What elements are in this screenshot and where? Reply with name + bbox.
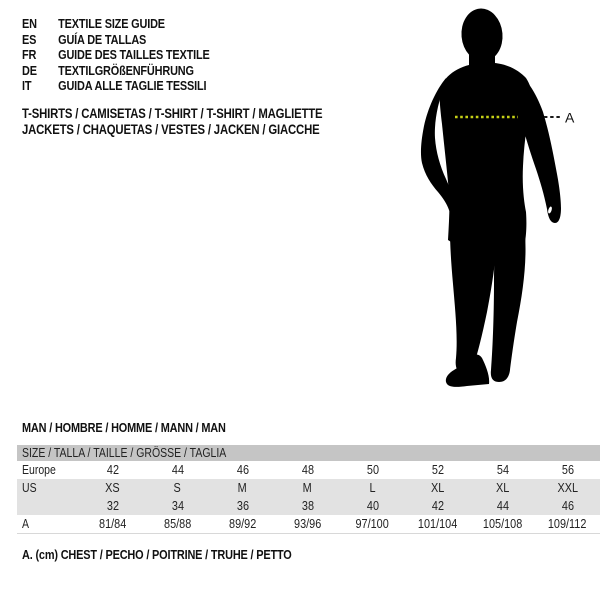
cell (275, 517, 340, 531)
language-code: ES (22, 31, 37, 47)
cell-value: 54 (496, 463, 509, 477)
table-row-us-numeric (17, 497, 600, 515)
language-title: GUIDE DES TAILLES TEXTILE (58, 47, 210, 62)
cell (470, 517, 535, 531)
cell (275, 499, 340, 513)
language-row-en (22, 16, 210, 32)
cell (145, 463, 210, 477)
cell (145, 499, 210, 513)
cell (80, 481, 145, 495)
cell-value: 44 (171, 463, 184, 477)
cell (80, 499, 145, 513)
row-label (17, 517, 80, 531)
language-code: EN (22, 16, 37, 31)
cell (535, 463, 600, 477)
table-row-europe (17, 461, 600, 479)
cell (80, 517, 145, 531)
cell (535, 481, 600, 495)
cell-value: 42 (106, 463, 119, 477)
language-code: DE (22, 62, 37, 78)
cell (80, 463, 145, 477)
cell (405, 481, 470, 495)
cell-value: 46 (236, 463, 249, 477)
language-code: IT (22, 78, 32, 93)
silhouette-body (421, 7, 561, 387)
cell (535, 499, 600, 513)
cell-value: L (369, 481, 376, 495)
man-silhouette (410, 0, 600, 410)
measure-label-a: A (565, 109, 575, 126)
cell (535, 517, 600, 531)
cell (145, 481, 210, 495)
measure-footnote: A. (cm) CHEST / PECHO / POITRINE / TRUHE / PETTO (22, 547, 292, 562)
cell-value: 56 (561, 463, 574, 477)
table-row-us (17, 479, 600, 497)
cell-value: 81/84 (98, 517, 127, 531)
table-row-chest-cm (17, 515, 600, 534)
cell (275, 481, 340, 495)
category-list (22, 106, 380, 137)
size-table-header-label: SIZE / TALLA / TAILLE / GRÖSSE / TAGLIA (22, 446, 227, 460)
language-row-es (22, 32, 210, 48)
cell-value: XL (495, 481, 510, 495)
category-jackets: JACKETS / CHAQUETAS / VESTES / JACKEN / GIACCHE (22, 121, 320, 137)
language-title: GUIDA ALLE TAGLIE TESSILI (58, 78, 207, 93)
size-table-header (17, 445, 600, 461)
cell (340, 463, 405, 477)
cell (210, 463, 275, 477)
cell-value: 93/96 (293, 517, 322, 531)
cell-value: XS (105, 481, 120, 495)
cell-value: 34 (171, 499, 184, 513)
cell (470, 463, 535, 477)
cell-value: 89/92 (228, 517, 257, 531)
cell-value: 52 (431, 463, 444, 477)
cell-value: 48 (301, 463, 314, 477)
cell-value: 42 (431, 499, 444, 513)
cell-value: 38 (301, 499, 314, 513)
cell (405, 517, 470, 531)
cell-value: 50 (366, 463, 379, 477)
row-label (17, 499, 80, 513)
cell-value: 32 (106, 499, 119, 513)
cell-value: XL (430, 481, 445, 495)
language-code: FR (22, 47, 37, 62)
size-table (17, 445, 600, 534)
cell (145, 517, 210, 531)
cell-value: 36 (236, 499, 249, 513)
cell (340, 517, 405, 531)
cell-value: 46 (561, 499, 574, 513)
row-label-text: US (22, 481, 37, 495)
cell-value: M (302, 481, 313, 495)
cell (275, 463, 340, 477)
language-title: TEXTILGRÖßENFÜHRUNG (58, 62, 194, 78)
language-row-fr (22, 47, 210, 63)
row-label-text: Europe (22, 463, 56, 477)
cell-value: M (237, 481, 248, 495)
cell-value: 105/108 (482, 517, 523, 531)
cell (210, 517, 275, 531)
cell-value: 101/104 (417, 517, 458, 531)
cell-value: 44 (496, 499, 509, 513)
cell (340, 481, 405, 495)
cell-value: S (173, 481, 182, 495)
row-label (17, 481, 80, 495)
cell-value: 40 (366, 499, 379, 513)
cell-value: XXL (557, 481, 578, 495)
cell (470, 481, 535, 495)
category-tshirts: T-SHIRTS / CAMISETAS / T-SHIRT / T-SHIRT / MAGLIETTE (22, 106, 323, 121)
cell (210, 481, 275, 495)
cell-value: 97/100 (355, 517, 390, 531)
cell (340, 499, 405, 513)
cell (405, 499, 470, 513)
cell-value: 85/88 (163, 517, 192, 531)
cell (210, 499, 275, 513)
row-label (17, 463, 80, 477)
cell (470, 499, 535, 513)
section-title-man: MAN / HOMBRE / HOMME / MANN / MAN (22, 420, 226, 435)
language-list (22, 16, 245, 94)
language-row-de (22, 63, 210, 79)
cell-value: 109/112 (548, 517, 587, 531)
language-row-it (22, 78, 210, 94)
cell (405, 463, 470, 477)
language-title: GUÍA DE TALLAS (58, 31, 147, 47)
language-title: TEXTILE SIZE GUIDE (58, 16, 165, 31)
row-label-text: A (22, 517, 30, 531)
